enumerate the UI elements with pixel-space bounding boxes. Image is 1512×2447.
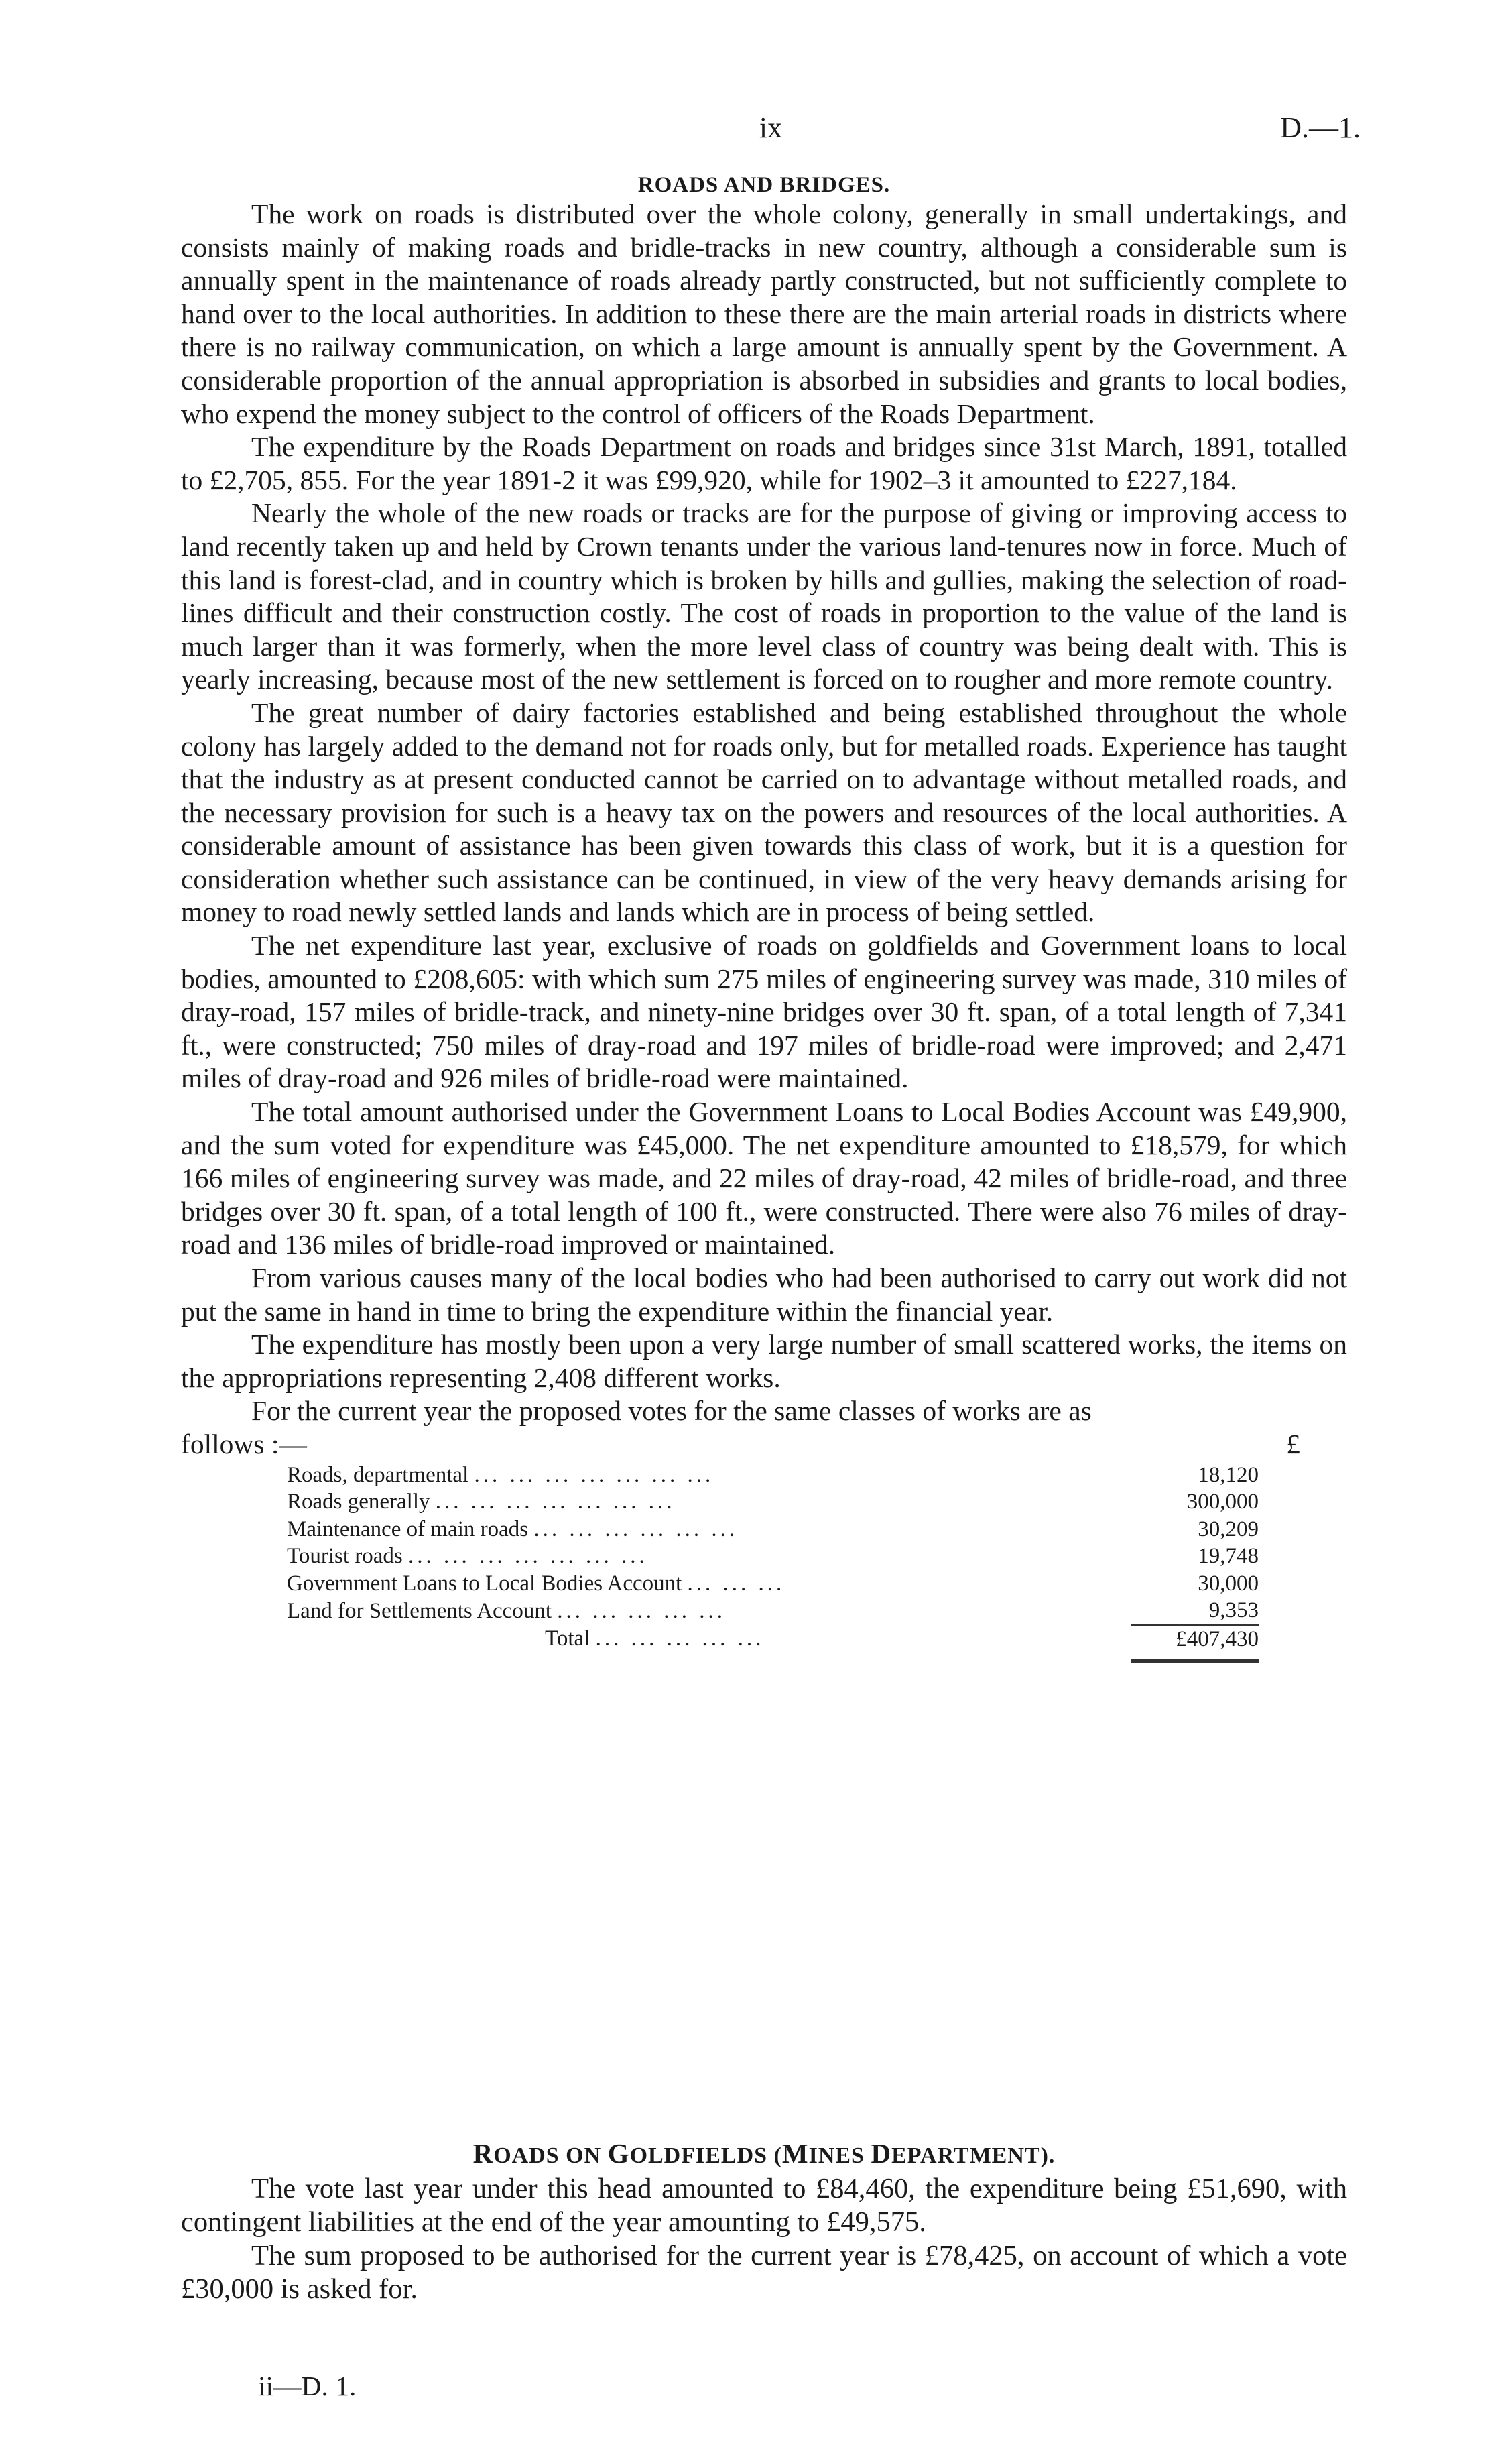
vote-label: Land for Settlements Account xyxy=(287,1598,552,1623)
document-reference: D.—1. xyxy=(1280,111,1361,144)
table-row xyxy=(287,1488,1259,1516)
paragraph: The great number of dairy factories established and being established throughout the whole colony has largely added to the demand not for roads only, but for metalled roads. Experience has taught that the industry as at present conducted cannot be carried on to advantage without metalled roads, and the necessary provision for such is a heavy tax on the powers and resources of the local authorities. A considerable amount of assistance has been given towards this class of work, but it is a question for consideration whether such assistance can be continued, in view of the very heavy demands arising for money to road newly settled lands and lands which are in process of being settled. xyxy=(181,697,1347,928)
vote-amount: 18,120 xyxy=(1198,1462,1259,1487)
section-title-goldfields: ROADS ON GOLDFIELDS (MINES DEPARTMENT). xyxy=(472,2138,1056,2169)
vote-label: Maintenance of main roads xyxy=(287,1516,529,1541)
table-row xyxy=(287,1516,1259,1543)
table-row xyxy=(287,1461,1259,1489)
vote-amount: 300,000 xyxy=(1186,1490,1259,1514)
vote-label: Government Loans to Local Bodies Account xyxy=(287,1571,682,1596)
total-amount: £407,430 xyxy=(1131,1625,1259,1653)
double-rule xyxy=(1131,1653,1259,1663)
follows-text: follows :— xyxy=(181,1428,307,1459)
paragraph: The sum proposed to be authorised for the current year is £78,425, on account of which a vote £30,000 is asked for. xyxy=(181,2240,1347,2305)
roads-section xyxy=(181,173,1347,1663)
paragraph: The expenditure has mostly been upon a very large number of small scattered works, the items on the appropriations representing 2,408 different works. xyxy=(181,1329,1347,1393)
total-label: Total xyxy=(545,1626,590,1651)
vote-amount: 9,353 xyxy=(1208,1598,1259,1623)
total-rule-row xyxy=(287,1653,1259,1663)
follows-line xyxy=(181,1428,1347,1461)
vote-amount: 30,000 xyxy=(1198,1571,1259,1596)
leader-dots: ... ... ... ... ... ... ... xyxy=(435,1490,676,1514)
vote-label: Roads generally xyxy=(287,1490,430,1514)
paragraph: The total amount authorised under the Government Loans to Local Bodies Account was £49,900, and the sum voted for expenditure was £45,000. The net expenditure amounted to £18,579, for which 166 miles of engineering survey was made, and 22 miles of dray-road, 42 miles of bridle-road, and three bridges over 30 ft. span, of a total length of 100 ft., were constructed. There were also 76 miles of dray-road and 136 miles of bridle-road improved or maintained. xyxy=(181,1096,1347,1260)
vote-label: Roads, departmental xyxy=(287,1462,469,1487)
leader-dots: ... ... ... ... ... ... xyxy=(533,1516,739,1541)
currency-symbol: £ xyxy=(1286,1428,1300,1459)
vote-label: Tourist roads xyxy=(287,1544,403,1569)
table-row xyxy=(287,1597,1259,1625)
paragraph: Nearly the whole of the new roads or tracks are for the purpose of giving or improving access to land recently taken up and held by Crown tenants under the various land-tenures now in force. Much of this land is forest-clad, and in country which is broken by hills and gullies, making the selection of road-lines difficult and their construction costly. The cost of roads in proportion to the value of the land is much larger than it was formerly, when the more level class of country was being dealt with. This is yearly increasing, because most of the new settlement is forced on to rougher and more remote country. xyxy=(181,497,1347,695)
paragraph: From various causes many of the local bodies who had been authorised to carry out work did not put the same in hand in time to bring the expenditure within the financial year. xyxy=(181,1262,1347,1327)
leader-dots: ... ... ... ... ... ... ... xyxy=(408,1544,648,1569)
paragraph: For the current year the proposed votes for the same classes of works are as xyxy=(251,1395,1092,1427)
signature-mark: ii—D. 1. xyxy=(258,2371,357,2401)
leader-dots: ... ... ... ... ... xyxy=(557,1598,726,1623)
total-row xyxy=(287,1625,1259,1653)
paragraph: The expenditure by the Roads Department on roads and bridges since 31st March, 1891, totalled to £2,705, 855. For the year 1891-2 it was £99,920, while for 1902–3 it amounted to £227,184. xyxy=(181,431,1347,495)
vote-amount: 19,748 xyxy=(1198,1544,1259,1569)
page-header xyxy=(181,111,1361,151)
votes-table xyxy=(287,1461,1259,1663)
vote-amount: 30,209 xyxy=(1198,1516,1259,1541)
leader-dots: ... ... ... ... ... xyxy=(595,1626,765,1651)
leader-dots: ... ... ... ... ... ... ... xyxy=(474,1462,714,1487)
table-row xyxy=(287,1570,1259,1598)
leader-dots: ... ... ... xyxy=(687,1571,785,1596)
page-number: ix xyxy=(759,111,783,144)
table-row xyxy=(287,1543,1259,1570)
paragraph: The vote last year under this head amounted to £84,460, the expenditure being £51,690, with contingent liabilities at the end of the year amounting to £49,575. xyxy=(181,2173,1347,2238)
paragraph: The work on roads is distributed over the whole colony, generally in small undertakings, and consists mainly of making roads and bridle-tracks in new country, although a considerable sum is annually spent in the maintenance of roads already partly constructed, but not sufficiently complete to hand over to the local authorities. In addition to these there are the main arterial roads in districts where there is no railway communication, on which a large amount is annually spent by the Government. A considerable proportion of the annual appropriation is absorbed in subsidies and grants to local bodies, who expend the money subject to the control of officers of the Roads Department. xyxy=(181,198,1347,429)
goldfields-section xyxy=(181,2137,1347,2306)
paragraph: The net expenditure last year, exclusive of roads on goldfields and Government loans to local bodies, amounted to £208,605: with which sum 275 miles of engineering survey was made, 310 miles of dray-road, 157 miles of bridle-track, and ninety-nine bridges over 30 ft. span, of a total length of 7,341 ft., were constructed; 750 miles of dray-road and 197 miles of bridle-road were improved; and 2,471 miles of dray-road and 926 miles of bridle-road were maintained. xyxy=(181,930,1347,1094)
section-title-roads-bridges: ROADS AND BRIDGES. xyxy=(637,173,891,197)
